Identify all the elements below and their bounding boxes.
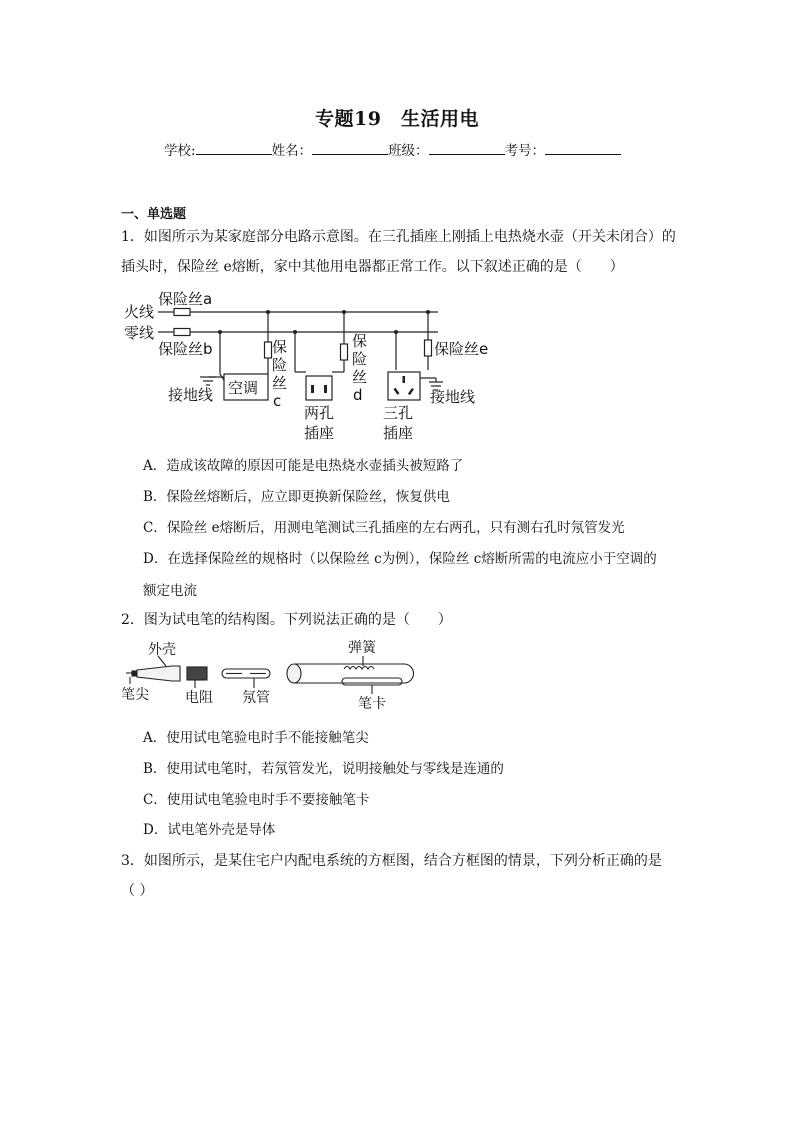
test-pencil-diagram (118, 636, 418, 716)
fuse-d-symbol (341, 344, 348, 360)
q2-option-c[interactable]: C．使用试电笔验电时手不要接触笔卡 (143, 792, 370, 808)
resistor-label: 电阻 (185, 690, 213, 706)
live-wire-label: 火线 (124, 303, 155, 321)
q1-option-b[interactable]: B．保险丝熔断后，应立即更换新保险丝，恢复供电 (143, 489, 450, 505)
fuse-a-symbol (174, 309, 190, 316)
name-blank[interactable] (312, 142, 388, 155)
two-hole-socket-label-2: 插座 (304, 424, 335, 442)
q3-stem-line1: 3．如图所示，是某住宅户内配电系统的方框图，结合方框图的情景，下列分析正确的是 (121, 853, 662, 869)
page-title: 专题19 生活用电 (315, 108, 479, 130)
class-blank[interactable] (429, 142, 505, 155)
three-hole-socket-label-1: 三孔 (383, 404, 414, 422)
exam-number-label: 考号： (504, 143, 546, 159)
household-circuit-diagram (110, 284, 510, 450)
q1-option-d-cont: 额定电流 (143, 583, 197, 599)
student-info-fields (164, 139, 621, 159)
q1-stem-line2: 插头时，保险丝 e熔断，家中其他用电器都正常工作。以下叙述正确的是（ ） (121, 259, 624, 275)
section-heading: 一、单选题 (121, 207, 187, 222)
ground-wire-left-label: 接地线 (168, 386, 214, 404)
fuse-c-symbol (265, 342, 272, 358)
q2-option-d[interactable]: D．试电笔外壳是导体 (143, 822, 276, 838)
ground-wire-right-label: 接地线 (430, 388, 476, 406)
q1-option-d[interactable]: D．在选择保险丝的规格时（以保险丝 c为例），保险丝 c熔断所需的电流应小于空调的 (143, 551, 657, 567)
q2-option-b[interactable]: B．使用试电笔时，若氖管发光，说明接触处与零线是连通的 (143, 761, 504, 777)
fuse-d-label-2: 险 (352, 350, 368, 368)
spring-label: 弹簧 (348, 640, 376, 656)
fuse-d-label-3: 丝 (352, 368, 368, 386)
q2-option-a[interactable]: A．使用试电笔验电时手不能接触笔尖 (143, 730, 369, 746)
fuse-c-label-2: 险 (272, 356, 288, 374)
fuse-d-label-1: 保 (352, 332, 368, 350)
fuse-c-label-4: c (273, 392, 282, 410)
shell-label: 外壳 (148, 642, 176, 658)
q1-stem-line1: 1．如图所示为某家庭部分电路示意图。在三孔插座上刚插上电热烧水壶（开关未闭合）的 (121, 229, 676, 245)
school-label: 学校: (164, 143, 196, 159)
fuse-e-label: 保险丝e (434, 340, 489, 358)
q3-stem-line2: （ ） (121, 883, 154, 899)
air-conditioner-label: 空调 (228, 379, 259, 397)
neon-tube-label: 氖管 (242, 690, 270, 706)
tip-label: 笔尖 (121, 687, 149, 703)
q1-option-a[interactable]: A．造成该故障的原因可能是电热烧水壶插头被短路了 (143, 458, 464, 474)
two-hole-socket-box (306, 376, 332, 400)
fuse-c-label-3: 丝 (272, 374, 288, 392)
q1-option-c[interactable]: C．保险丝 e熔断后，用测电笔测试三孔插座的左右两孔，只有测右孔时氖管发光 (143, 520, 625, 536)
three-hole-socket-label-2: 插座 (383, 424, 414, 442)
name-label: 姓名： (271, 143, 313, 159)
two-hole-socket-label-1: 两孔 (304, 404, 335, 422)
class-label: 班级： (388, 143, 429, 159)
clip-label: 笔卡 (358, 696, 386, 712)
fuse-d-label-4: d (353, 386, 363, 404)
q2-stem: 2．图为试电笔的结构图。下列说法正确的是（ ） (121, 612, 452, 628)
exam-number-blank[interactable] (545, 142, 621, 155)
school-blank[interactable] (196, 142, 272, 155)
neutral-wire-label: 零线 (124, 324, 155, 342)
fuse-e-symbol (425, 340, 432, 356)
fuse-c-label-1: 保 (272, 338, 288, 356)
fuse-b-symbol (174, 329, 190, 336)
fuse-b-label: 保险丝b (158, 340, 213, 358)
fuse-a-label: 保险丝a (158, 290, 213, 308)
